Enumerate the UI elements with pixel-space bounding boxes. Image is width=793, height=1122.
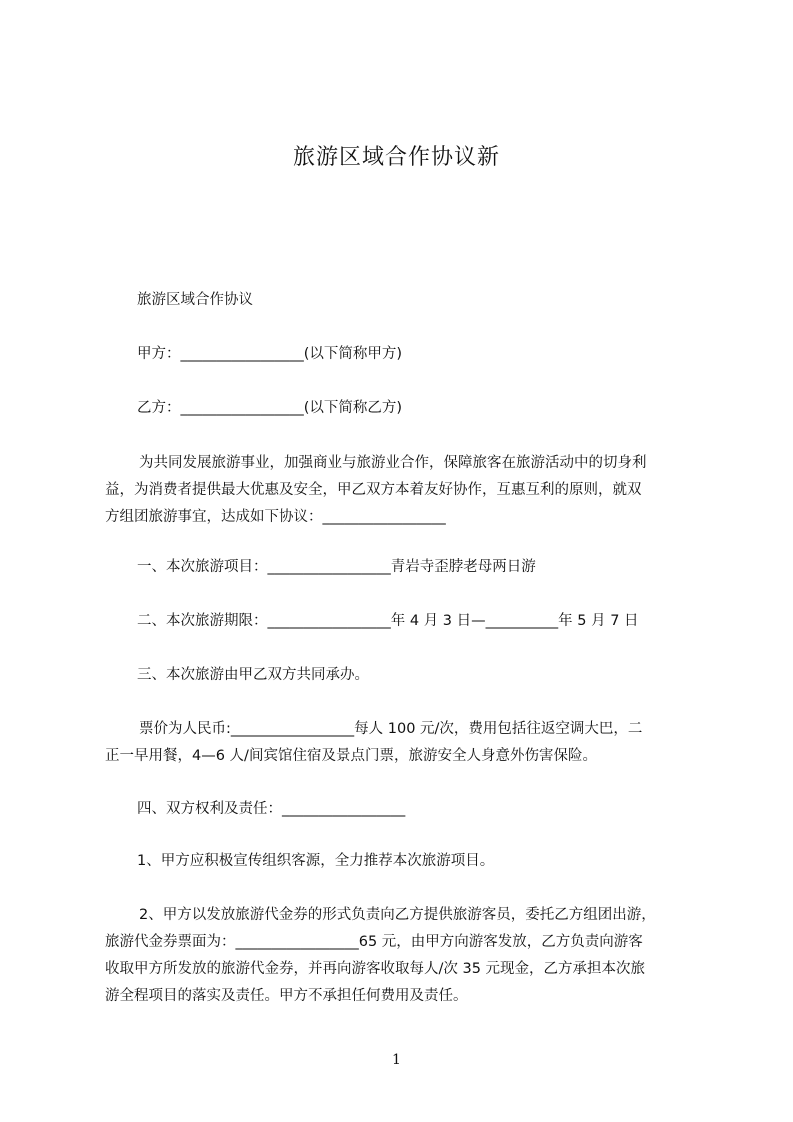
text-line: 2、甲方以发放旅游代金券的形式负责向乙方提供旅游客员，委托乙方组团出游， bbox=[139, 907, 656, 923]
clause-3-organizers bbox=[105, 662, 700, 689]
text-line: 正一早用餐，4—6 人/间宾馆住宿及景点门票，旅游安全人身意外伤害保险。 bbox=[105, 748, 597, 764]
text-line: 一、本次旅游项目：_________________青岩寺歪脖老母两日游 bbox=[137, 559, 536, 575]
text-line: 方组团旅游事宜，达成如下协议：_________________ bbox=[105, 509, 446, 525]
text-line: 票价为人民币:_________________每人 100 元/次，费用包括往返空调大巴，二 bbox=[139, 721, 643, 737]
preamble-paragraph bbox=[105, 450, 700, 531]
text-line: 二、本次旅游期限：_________________年 4 月 3 日—__________年 5 月 7 日 bbox=[137, 613, 639, 629]
text-line: 四、双方权利及责任：_________________ bbox=[137, 801, 406, 817]
text-line: 旅游区域合作协议 bbox=[137, 292, 253, 308]
ticket-price-paragraph bbox=[105, 716, 700, 770]
text-line: 游全程项目的落实及责任。甲方不承担任何费用及责任。 bbox=[105, 988, 468, 1004]
text-line: 为共同发展旅游事业，加强商业与旅游业合作，保障旅客在旅游活动中的切身利 bbox=[139, 455, 647, 471]
party-b-line bbox=[105, 395, 700, 422]
agreement-heading bbox=[105, 287, 700, 314]
item-2-vouchers bbox=[105, 902, 700, 1010]
text-line: 乙方：_________________(以下简称乙方) bbox=[137, 400, 403, 416]
page-number: 1 bbox=[392, 1052, 401, 1068]
party-a-line bbox=[105, 341, 700, 368]
item-1-promotion bbox=[105, 848, 700, 875]
document-title: 旅游区域合作协议新 bbox=[292, 145, 500, 170]
clause-4-rights bbox=[105, 796, 700, 823]
text-line: 益，为消费者提供最大优惠及安全，甲乙双方本着友好协作，互惠互利的原则，就双 bbox=[105, 482, 642, 498]
text-line: 1、甲方应积极宣传组织客源，全力推荐本次旅游项目。 bbox=[137, 853, 495, 869]
clause-2-period bbox=[105, 608, 700, 635]
text-line: 甲方：_________________(以下简称甲方) bbox=[137, 346, 403, 362]
text-line: 旅游代金券票面为：_________________65 元，由甲方向游客发放，乙方负责向游客 bbox=[105, 934, 643, 950]
text-line: 收取甲方所发放的旅游代金券，并再向游客收取每人/次 35 元现金，乙方承担本次旅 bbox=[105, 961, 646, 977]
text-line: 三、本次旅游由甲乙双方共同承办。 bbox=[137, 667, 369, 683]
clause-1-project bbox=[105, 554, 700, 581]
